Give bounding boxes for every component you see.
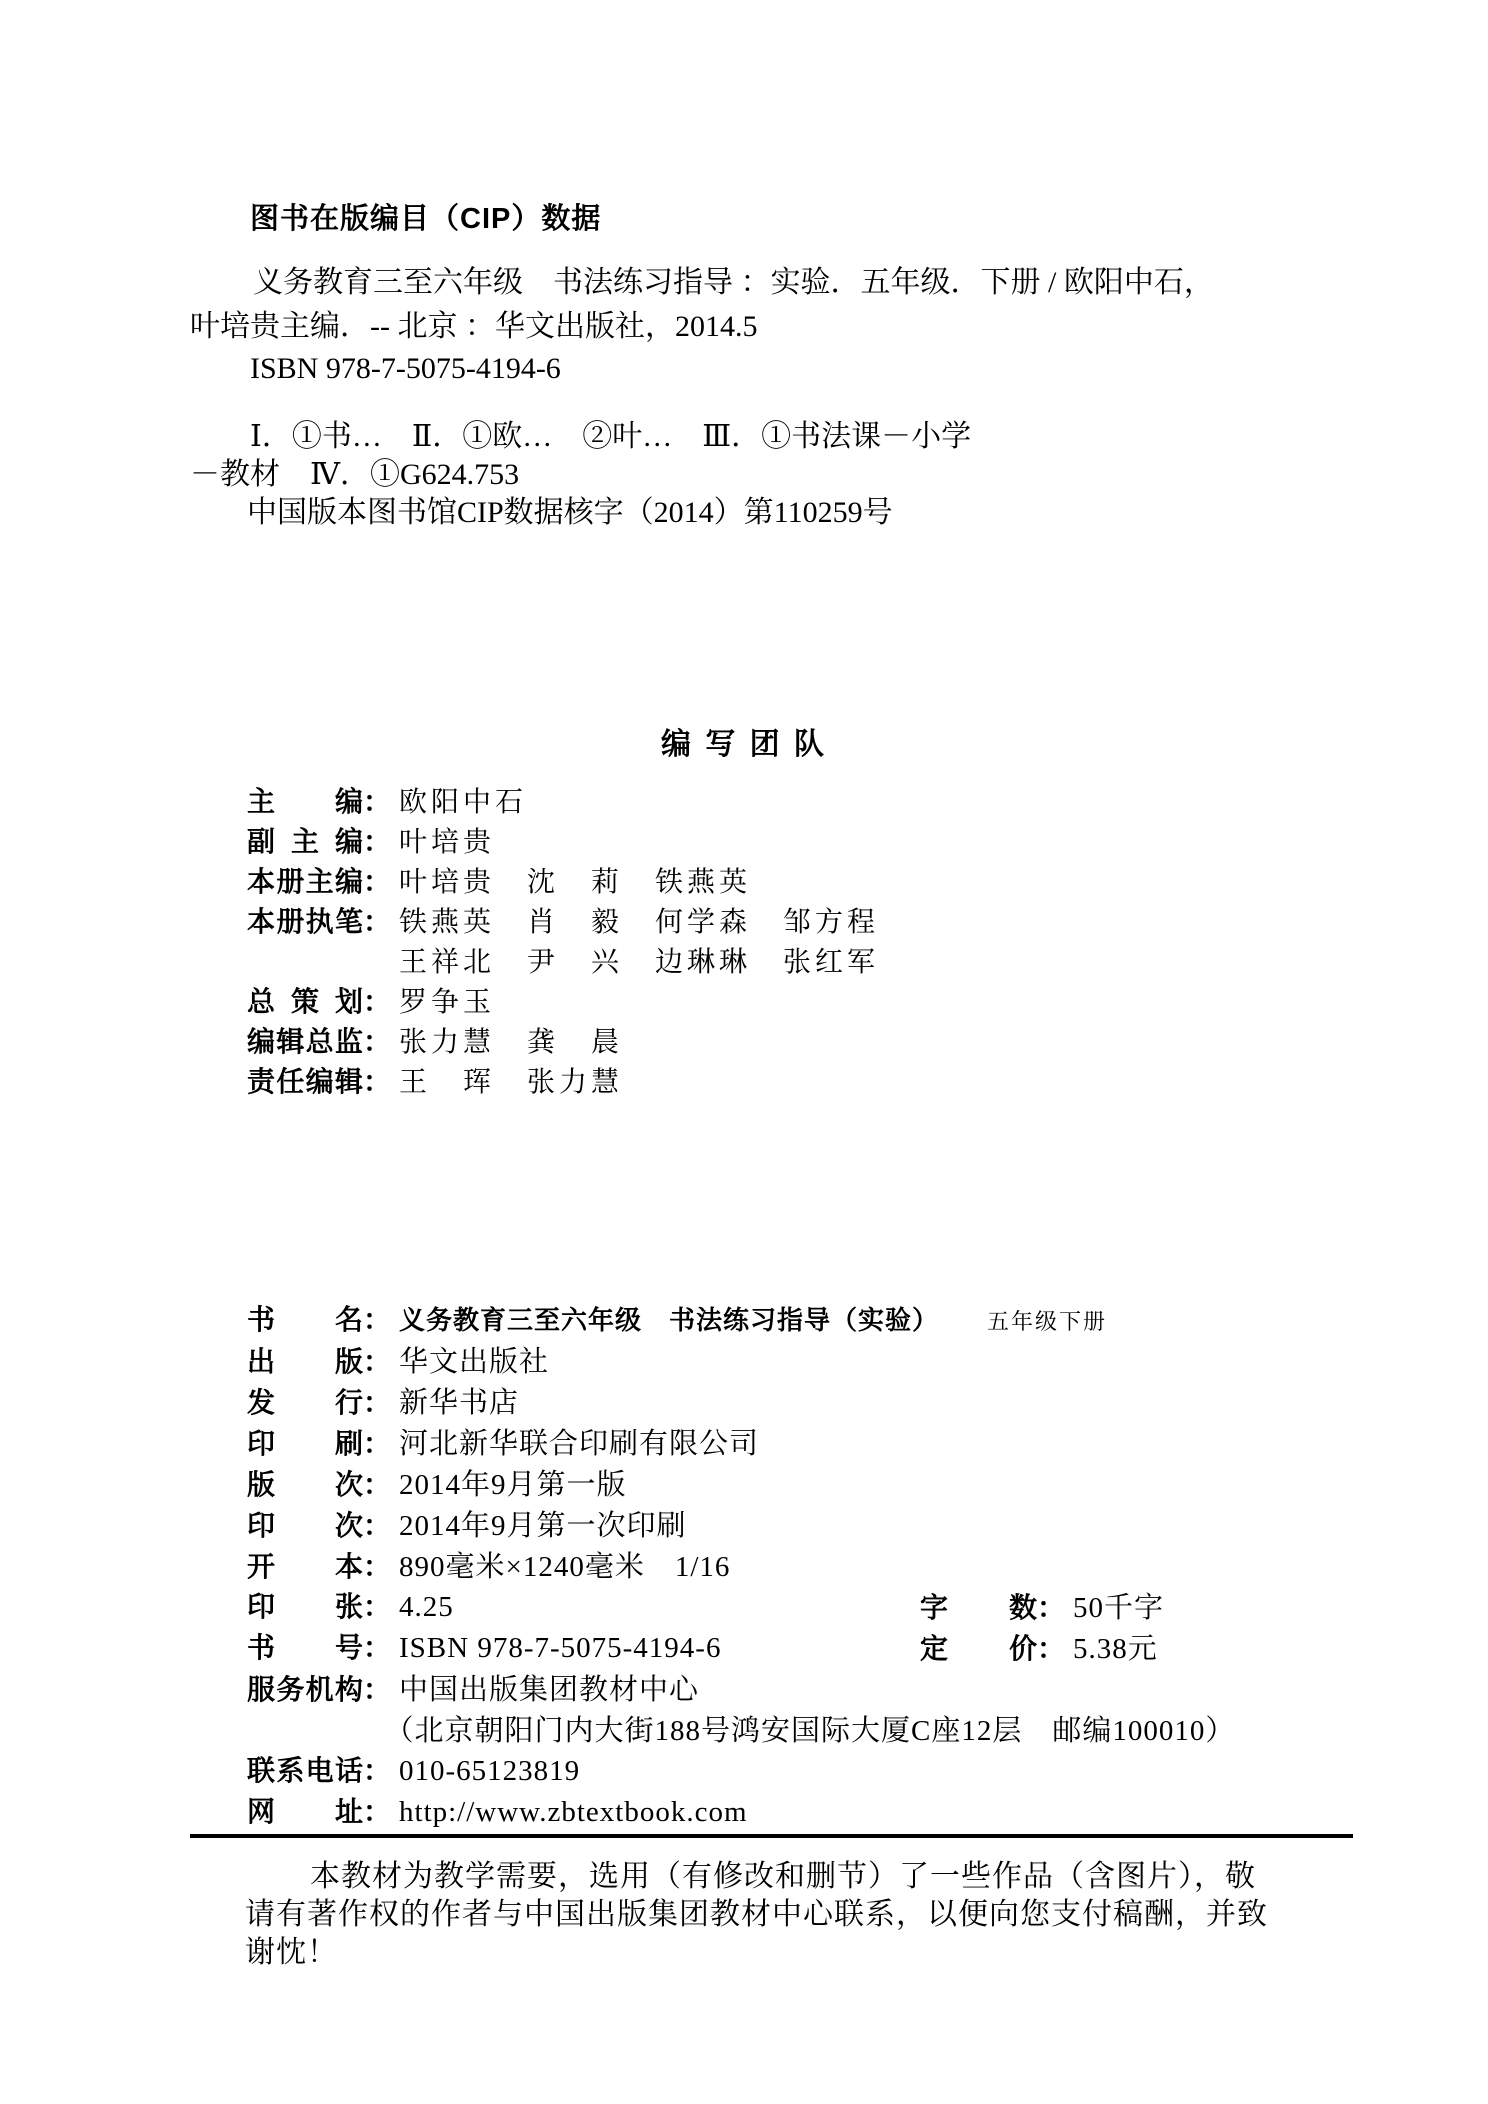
info-pair-word-count: [920, 1585, 1164, 1626]
row-value: http://www.zbtextbook.com: [399, 1796, 748, 1828]
cip-title: 图书在版编目（CIP）数据: [250, 203, 602, 235]
row-value: 50千字: [1073, 1592, 1165, 1624]
row-label: 书号: [247, 1632, 363, 1663]
row-colon: ：: [1037, 1633, 1066, 1664]
row-label: 总策划: [247, 986, 363, 1017]
info-row-印次-printing: [247, 1503, 687, 1544]
info-row-printer: [247, 1421, 759, 1462]
row-label: 网址: [247, 1796, 363, 1827]
row-colon: ：: [363, 786, 392, 817]
row-label: 出版: [247, 1346, 363, 1377]
row-value: （北京朝阳门内大街188号鸿安国际大厦C座12层 邮编100010）: [399, 1715, 1236, 1747]
info-row-service-agency-address: [247, 1708, 1235, 1749]
cip-isbn-line: ISBN 978-7-5075-4194-6: [250, 352, 561, 385]
row-colon: ：: [363, 1387, 392, 1418]
team-section-title: 编 写 团 队: [660, 728, 827, 761]
row-label: 副主编: [247, 826, 363, 857]
info-row-distributor: [247, 1380, 519, 1421]
team-row-chief-editor: [247, 780, 527, 820]
info-row-format: [247, 1544, 730, 1585]
row-value: 华文出版社: [399, 1346, 550, 1378]
row-label: 开本: [247, 1551, 363, 1582]
row-value: 叶培贵 沈 莉 铁燕英: [399, 867, 752, 898]
row-label: 责任编辑: [247, 1066, 363, 1097]
row-value: 010-65123819: [399, 1755, 581, 1787]
row-colon: ：: [363, 866, 392, 897]
row-value: 890毫米×1240毫米 1/16: [399, 1551, 731, 1583]
team-row-deputy-chief-editor: [247, 820, 495, 860]
row-value: 4.25: [399, 1591, 454, 1623]
row-colon: ：: [363, 1755, 392, 1786]
row-colon: ：: [363, 1469, 392, 1500]
book-title-volume: 五年级下册: [987, 1309, 1108, 1334]
row-label: 印次: [247, 1510, 363, 1541]
row-colon: ：: [1037, 1592, 1066, 1623]
row-colon: ：: [363, 826, 392, 857]
row-value: 铁燕英 肖 毅 何学森 邹方程: [399, 907, 880, 938]
row-colon: ：: [363, 1796, 392, 1827]
row-value: 张力慧 龚 晨: [399, 1027, 624, 1058]
row-label: 服务机构: [247, 1674, 363, 1705]
cip-classification-line-1: Ⅰ．①书… Ⅱ．①欧… ②叶… Ⅲ．①书法课－小学: [250, 420, 972, 453]
info-pair-price: [920, 1626, 1158, 1667]
cip-line-2: 叶培贵主编．-- 北京 ：华文出版社，2014.5: [190, 310, 758, 343]
row-colon: ：: [363, 1632, 392, 1663]
row-label: 书名: [247, 1304, 363, 1335]
row-label: 联系电话: [247, 1755, 363, 1786]
row-label: 编辑总监: [247, 1026, 363, 1057]
row-value: 新华书店: [399, 1387, 520, 1419]
info-row-publisher: [247, 1339, 549, 1380]
row-colon: ：: [363, 1591, 392, 1622]
row-colon: ：: [363, 1510, 392, 1541]
divider-rule: [190, 1834, 1353, 1838]
info-row-isbn: [247, 1626, 1158, 1666]
row-label: 本册执笔: [247, 906, 363, 937]
row-value: 欧阳中石: [399, 787, 528, 818]
row-colon: ：: [363, 1346, 392, 1377]
info-row-website: [247, 1790, 748, 1830]
info-row-phone: [247, 1749, 580, 1789]
cip-line-1: 义务教育三至六年级 书法练习指导 ：实验．五年级．下册 / 欧阳中石，: [253, 266, 1214, 299]
note-line-1: 本教材为教学需要，选用（有修改和删节）了一些作品（含图片），敬: [310, 1860, 1256, 1893]
info-row-edition: [247, 1462, 627, 1503]
row-value: 中国出版集团教材中心: [399, 1674, 700, 1706]
row-value: 2014年9月第一版: [399, 1469, 627, 1501]
row-value: 5.38元: [1073, 1633, 1158, 1665]
row-value: ISBN 978-7-5075-4194-6: [399, 1632, 722, 1664]
team-row-chief-planner: [247, 980, 495, 1020]
team-row-volume-editor: [247, 860, 751, 900]
row-value: 叶培贵: [399, 827, 496, 858]
cip-record-number-line: 中国版本图书馆CIP数据核字（2014）第110259号: [247, 496, 893, 529]
row-label: 字数: [920, 1592, 1037, 1623]
team-row-volume-writers-continued: [247, 940, 879, 980]
team-row-editorial-director: [247, 1020, 623, 1060]
row-label: 定价: [920, 1633, 1037, 1664]
row-colon: ：: [363, 906, 392, 937]
row-value: 王 珲 张力慧: [399, 1067, 624, 1098]
row-value: 罗争玉: [399, 987, 496, 1018]
note-line-3: 谢忱！: [245, 1936, 338, 1969]
row-label: 主编: [247, 786, 363, 817]
row-colon: ：: [363, 1428, 392, 1459]
row-colon: ：: [363, 1026, 392, 1057]
book-title-main: 义务教育三至六年级 书法练习指导（实验）: [399, 1305, 940, 1335]
info-row-book-title: [247, 1298, 1107, 1338]
info-row-sheets: [247, 1585, 1165, 1625]
row-label: 发行: [247, 1387, 363, 1418]
cip-classification-line-2: －教材 Ⅳ．①G624.753: [190, 458, 520, 491]
row-colon: ：: [363, 1551, 392, 1582]
row-label: 印刷: [247, 1428, 363, 1459]
team-row-volume-writers: [247, 900, 879, 940]
row-label: 版次: [247, 1469, 363, 1500]
note-line-2: 请有著作权的作者与中国出版集团教材中心联系，以便向您支付稿酬，并致: [245, 1898, 1268, 1931]
row-label: 本册主编: [247, 866, 363, 897]
row-colon: ：: [363, 1304, 392, 1335]
row-colon: ：: [363, 1066, 392, 1097]
row-colon: ：: [363, 1674, 392, 1705]
row-value: 王祥北 尹 兴 边琳琳 张红军: [399, 947, 880, 978]
row-label: 印张: [247, 1591, 363, 1622]
row-colon: ：: [363, 986, 392, 1017]
row-value: 河北新华联合印刷有限公司: [399, 1428, 760, 1460]
info-row-service-agency: [247, 1667, 699, 1708]
row-value: 2014年9月第一次印刷: [399, 1510, 687, 1542]
team-row-responsible-editor: [247, 1060, 623, 1100]
